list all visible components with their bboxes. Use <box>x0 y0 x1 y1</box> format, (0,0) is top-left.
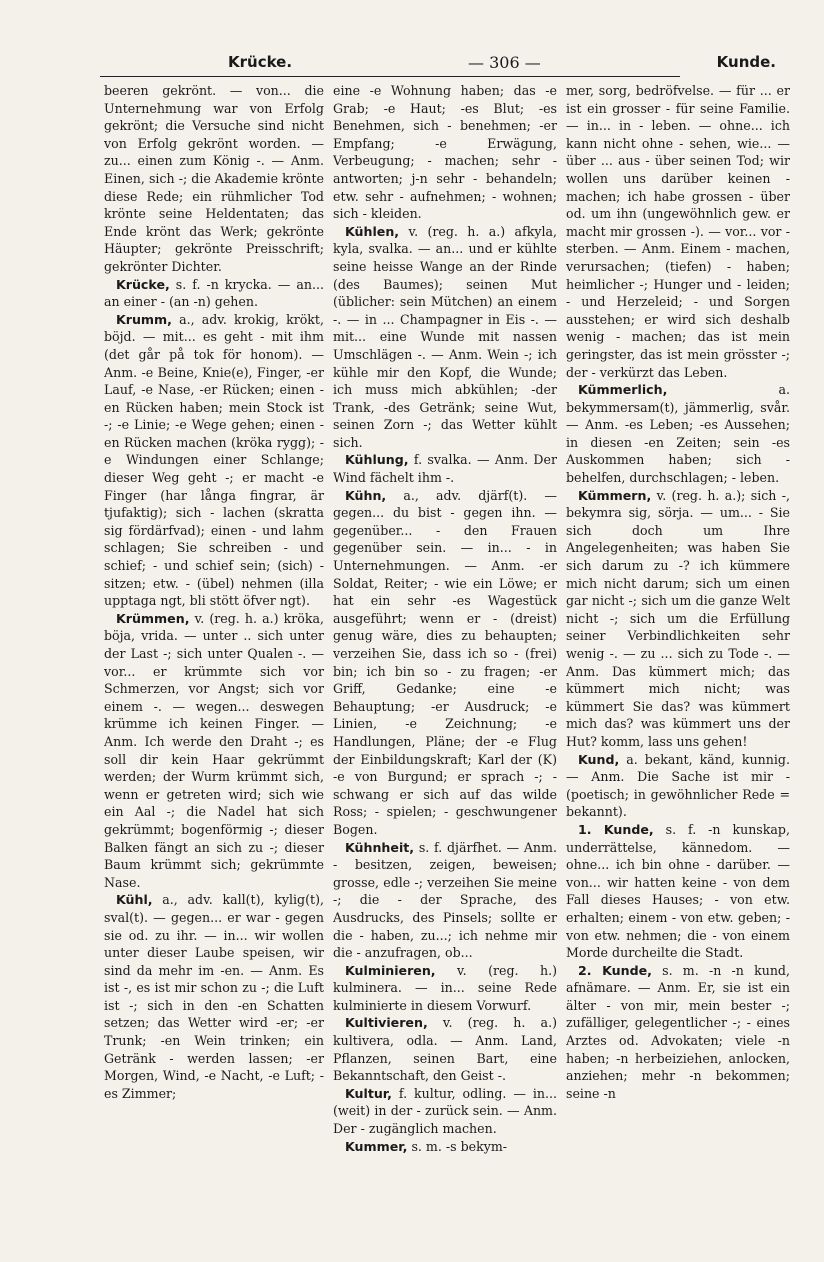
column-2 <box>333 82 557 1182</box>
column-3 <box>566 82 790 1182</box>
headword: Kulminieren, <box>345 962 436 978</box>
headword: Kühn, <box>345 487 387 503</box>
entry-kuehnheit: Kühnheit, s. f. djärfhet. — Anm. - besitzen, zeigen, beweisen; grosse, edle -; verzeihen Sie meine -; die - der Sprache, des Ausdrucks, des Pinsels; sollte er die - haben, zu...; ich nehme mir die - anzufragen, ob... <box>333 839 557 961</box>
header-left-keyword: Krücke. <box>228 53 293 71</box>
entry-kuemmern: Kümmern, v. (reg. h. a.); sich -, bekymra sig, sörja. — um... - Sie sich doch um Ihre Angelegenheiten; was haben Sie sich darum zu -? ich kümmere mich nicht darum; sich um einen gar nicht -; sich um die ganze Welt nicht -; sich um die Erfüllung seiner Verbindlichkeiten sehr wenig -. — zu ... sich zu Tode -. — Anm. Das kümmert mich; das kümmert mich nicht; was kümmert Sie das? was kümmert mich das? was kümmert uns der Hut? komm, lass uns gehen! <box>566 487 790 749</box>
column-1 <box>104 82 324 1182</box>
header-right-keyword: Kunde. <box>716 53 776 71</box>
text-columns <box>104 82 790 1182</box>
headword: Kühnheit, <box>345 839 415 855</box>
entry-kulminieren: Kulminieren, v. (reg. h.) kulminera. — in... seine Rede kulminierte in diesem Vorwurf. <box>333 962 557 1013</box>
entry-kummer: Kummer, s. m. -s bekym- <box>345 1138 508 1154</box>
entry-kunde-2: 2. Kunde, s. m. -n -n kund, afnämare. — Anm. Er, sie ist ein älter - von mir, mein bester -; zufälliger, gelegentlicher -; - eines Arztes od. Advokaten; viele -n haben; -n herbeiziehen, anlocken, anziehen; mehr -n bekommen; seine -n <box>566 962 790 1101</box>
entry-kruecke: Krücke, s. f. -n krycka. — an... an einer - (an -n) gehen. <box>104 276 324 310</box>
entry-krumm: Krumm, a., adv. krokig, krökt, böjd. — mit... es geht - mit ihm (det går på tok för honom). — Anm. -e Beine, Knie(e), Finger, -er Lauf, -e Nase, -er Rücken; einen -en Rücken haben; mein Stock ist -; -e Linie; -e Wege gehen; einen -en Rücken machen (kröka rygg); -e Windungen einer Schlange; dieser Weg geht -; er macht -e Finger (har långa fingrar, är tjufaktig); sich - lachen (skratta sig fördärfvad); einen - und lahm schlagen; Sie schreiben - und schief; - und schief sein; (sich) - sitzen; etw. - (übel) nehmen (illa upptaga ngt, bli stött öfver ngt). <box>104 311 324 609</box>
entry-kuemmerlich: Kümmerlich, a. bekymmersam(t), jämmerlig, svår. — Anm. -es Leben; -es Aussehen; in diesen -en Zeiten; sein -es Auskommen haben; sich - behelfen, durchschlagen; - leben. <box>566 382 790 486</box>
entry-kuehlen: Kühlen, v. (reg. h. a.) afkyla, kyla, svalka. — an... und er kühlte seine heisse Wange an der Rinde (des Baumes); seinen Mut (üblicher: sein Mütchen) an einem -. — in ... Champagner in Eis -. — mit... eine Wunde mit nassen Umschlägen -. — Anm. Wein -; ich kühle mir den Kopf, die Wunde; ich muss mich abkühlen; -der Trank, -des Getränk; seine Wut, seinen Zorn -; das Wetter kühlt sich. <box>333 223 557 450</box>
headword: 2. Kunde, <box>578 962 652 978</box>
entry-text: beeren gekrönt. — von... die Unternehmung war von Erfolg gekrönt; die Versuche sind nicht von Erfolg gekrönt worden. — zu... einen zum König -. — Anm. Einen, sich -; die Akademie krönte diese Rede; ein rühmlicher Tod krönte seine Heldentaten; das Ende krönt das Werk; gekrönte Häupter; gekrönte Preisschrift; gekrönter Dichter. <box>104 83 324 274</box>
entry-kuehlung: Kühlung, f. svalka. — Anm. Der Wind fächelt ihm -. <box>333 452 557 486</box>
headword: Kümmern, <box>578 487 652 503</box>
headword: Kühl, <box>116 892 153 908</box>
headword: Kühlen, <box>345 223 400 239</box>
entry-kunde-1: 1. Kunde, s. f. -n kunskap, underrättelse, kännedom. — ohne... ich bin ohne - darüber. — von... wir hatten keine - von dem Fall dieses Hauses; - von etw. erhalten; einem - von etw. geben; - von etw. nehmen; die - von einem Morde durcheilte die Stadt. <box>566 821 790 961</box>
headword: Krümmen, <box>116 610 190 626</box>
headword: Kund, <box>578 751 620 767</box>
headword: Kultivieren, <box>345 1015 428 1031</box>
entry-text: mer, sorg, bedröfvelse. — für ... er ist ein grosser - für seine Familie. — in... in - leben. — ohne... ich kann nicht ohne - sehen, wie... — über ... aus - über seinen Tod; wir wollen uns darüber keinen - machen; ich habe grossen - über od. um ihn (ungewöhnlich gew. er macht mir grossen -). — vor... vor - sterben. — Anm. Einem - machen, verursachen; (tiefen) - haben; heimlicher -; Hunger und - leiden; - und Herzeleid; - und Sorgen ausstehen; er wird sich deshalb wenig - machen; das ist mein geringster, das ist mein grösster -; der - verkürzt das Leben. <box>566 83 790 380</box>
entry-kruemmen: Krümmen, v. (reg. h. a.) kröka, böja, vrida. — unter .. sich unter der Last -; sich unter Qualen -. — vor... er krümmte sich vor Schmerzen, vor Angst; sich vor einem -. — wegen... deswegen krümme ich keinen Finger. — Anm. Ich werde den Draht -; es soll dir kein Haar gekrümmt werden; der Wurm krümmt sich, wenn er getreten wird; sich wie ein Aal -; die Nadel hat sich gekrümmt; bogenförmig -; dieser Balken fängt an sich zu -; dieser Baum krümmt sich; gekrümmte Nase. <box>104 610 324 890</box>
entry-kultivieren: Kultivieren, v. (reg. h. a.) kultivera, odla. — Anm. Land, Pflanzen, seinen Bart, eine Bekanntschaft, den Geist -. <box>333 1015 557 1084</box>
entry-kund: Kund, a. bekant, känd, kunnig. — Anm. Die Sache ist mir - (poetisch; in gewöhnlicher Rede = bekannt). <box>566 751 790 820</box>
headword: Kultur, <box>345 1085 392 1101</box>
entry-kultur: Kultur, f. kultur, odling. — in... (weit) in der - zurück sein. — Anm. Der - zugänglich machen. <box>333 1085 557 1137</box>
headword: Kühlung, <box>345 452 409 468</box>
entry-kuehn: Kühn, a., adv. djärf(t). — gegen... du bist - gegen ihn. — gegenüber... - den Frauen gegenüber sein. — in... - in Unternehmungen. — Anm. -er Soldat, Reiter; - wie ein Löwe; er hat ein sehr -es Wagestück ausgeführt; wenn er - (dreist) genug wäre, dies zu behaupten; verzeihen Sie, dass ich so - (frei) bin; ich bin so - zu fragen; -er Griff, Gedanke; eine -e Behauptung; -er Ausdruck; -e Linien, -e Zeichnung; -e Handlungen, Pläne; der -e Flug der Einbildungskraft; Karl der (K) -e von Burgund; er sprach -; - schwang er sich auf das wilde Ross; - spielen; - geschwungener Bogen. <box>333 487 557 837</box>
headword: Krücke, <box>116 276 170 292</box>
entry-text: eine -e Wohnung haben; das -e Grab; -e Haut; -es Blut; -es Benehmen, sich - benehmen; -er Empfang; -e Erwägung, Verbeugung; - machen; sehr - antworten; j-n sehr - behandeln; etw. sehr - aufnehmen; - wohnen; sich - kleiden. <box>333 83 557 222</box>
headword: Kümmerlich, <box>578 382 668 398</box>
page-number: — 306 — <box>468 52 541 72</box>
headword: Krumm, <box>116 311 172 327</box>
headword: Kummer, <box>345 1138 408 1154</box>
headword: 1. Kunde, <box>578 821 654 837</box>
page-header <box>100 48 776 77</box>
entry-kuehl: Kühl, a., adv. kall(t), kylig(t), sval(t). — gegen... er war - gegen sie od. zu ihr. — in... wir wollen unter dieser Laube speisen, wir sind da mehr im -en. — Anm. Es ist -, es ist mir schon zu -; die Luft ist -; sich in den -en Schatten setzen; das Wetter wird -er; -er Trunk; -en Wein trinken; ein Getränk - werden lassen; -er Morgen, Wind, -e Nacht, -e Luft; -es Zimmer; <box>104 892 324 1101</box>
